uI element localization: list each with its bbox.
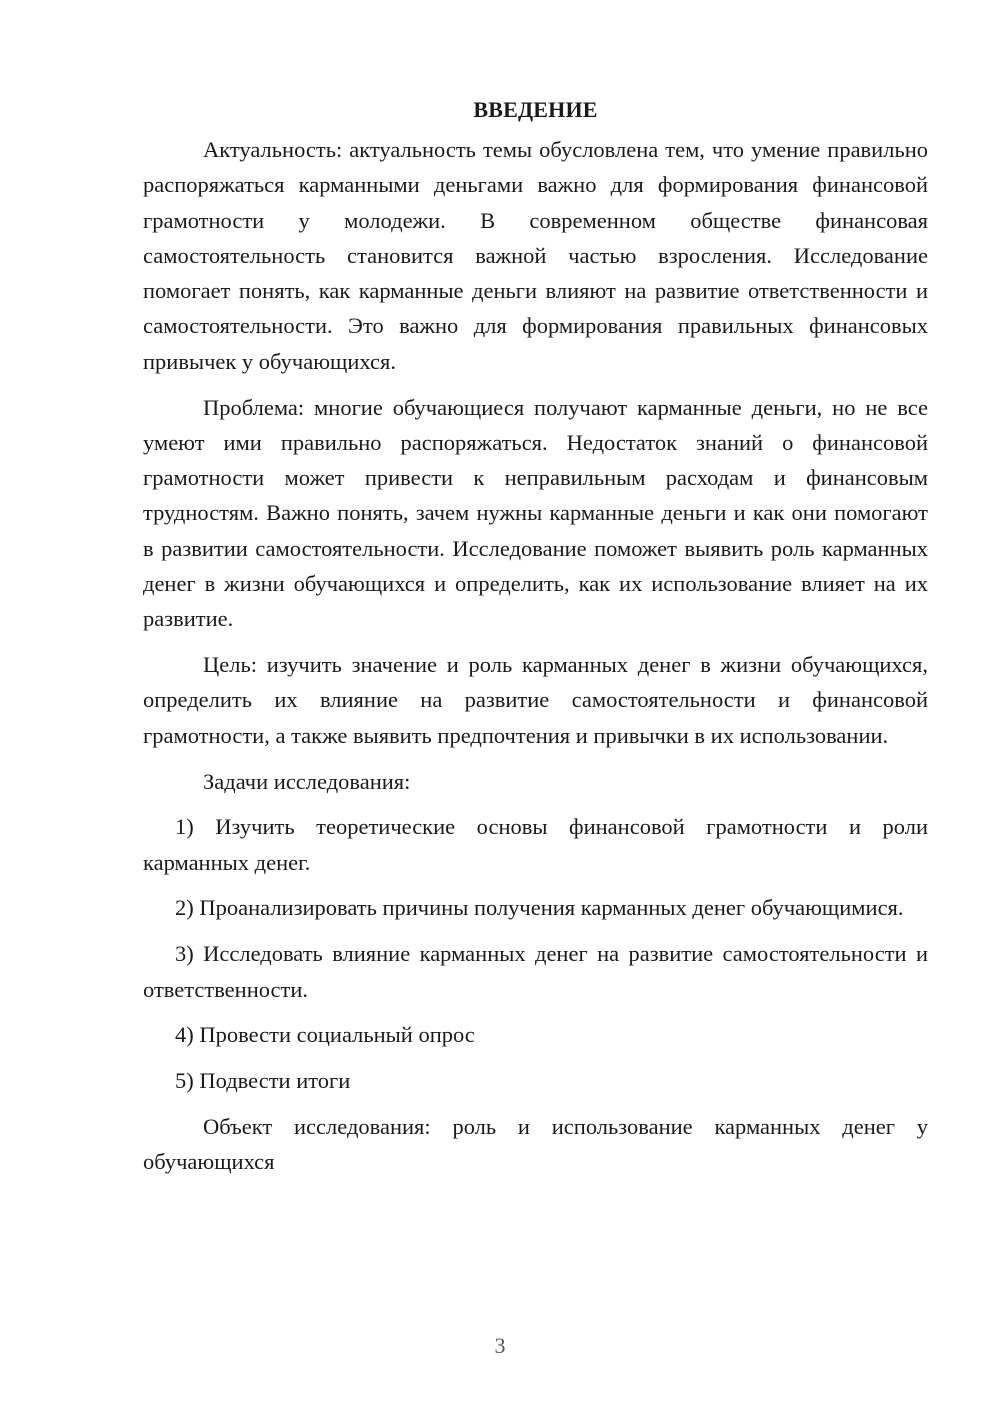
task-item-1: 1) Изучить теоретические основы финансовой грамотности и роли карманных денег. [143, 814, 928, 875]
tasks-heading: Задачи исследования: [203, 768, 411, 794]
research-object-paragraph: Объект исследования: роль и использование карманных денег у обучающихся [143, 1113, 928, 1175]
problem-paragraph: Проблема: многие обучающиеся получают карманные деньги, но не все умеют ими правильно распоряжаться. Недостаток знаний о финансовой грамотности может привести к неправильным расходам и финансовым трудностям. Важно понять, зачем нужны карманные деньги и как они помогают в развитии самостоятельности. Исследование поможет выявить роль карманных денег в жизни обучающихся и определить, как их использование влияет на их развитие. [143, 394, 928, 632]
document-page [143, 92, 928, 1190]
task-item-5: 5) Подвести итоги [175, 1068, 351, 1094]
document-title: ВВЕДЕНИЕ [473, 97, 598, 122]
relevance-paragraph: Актуальность: актуальность темы обусловлена тем, что умение правильно распоряжаться карманными деньгами важно для формирования финансовой грамотности у молодежи. В современном обществе финансовая самостоятельность становится важной частью взросления. Исследование помогает понять, как карманные деньги влияют на развитие ответственности и самостоятельности. Это важно для формирования правильных финансовых привычек у обучающихся. [143, 137, 928, 374]
goal-paragraph: Цель: изучить значение и роль карманных денег в жизни обучающихся, определить их влияние на развитие самостоятельности и финансовой грамотности, а также выявить предпочтения и привычки в их использовании. [143, 652, 928, 748]
task-item-2: 2) Проанализировать причины получения карманных денег обучающимися. [175, 895, 904, 921]
task-item-4: 4) Провести социальный опрос [175, 1022, 475, 1048]
page-number: 3 [494, 1333, 506, 1358]
task-item-3: 3) Исследовать влияние карманных денег на развитие самостоятельности и ответственности. [143, 941, 928, 1002]
